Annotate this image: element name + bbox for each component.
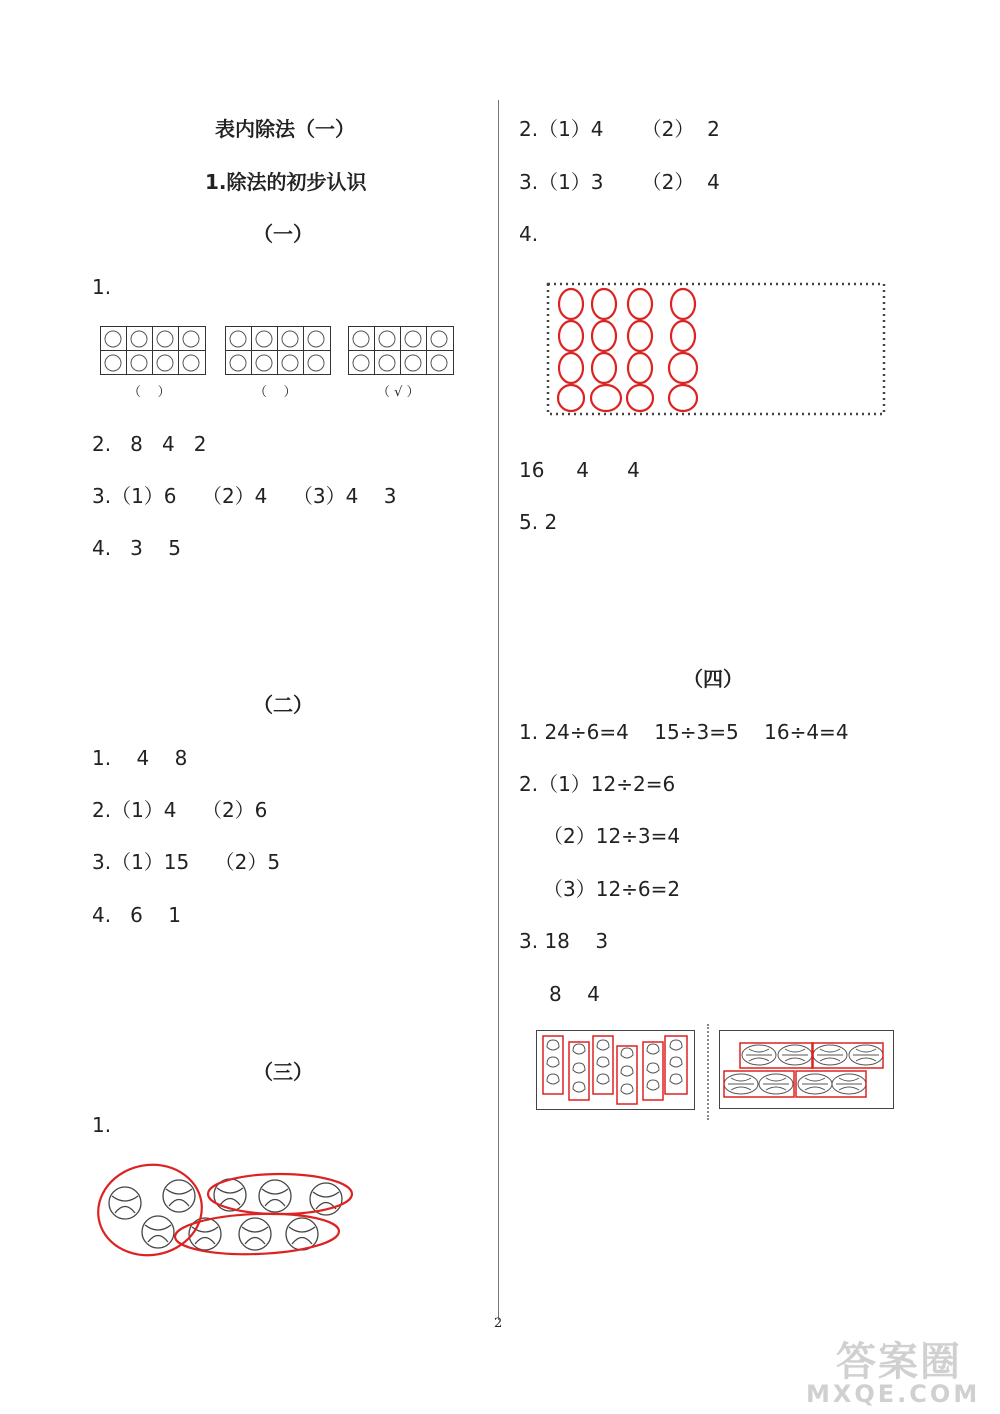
question-3-answer: 3.（1）15 （2）5 xyxy=(92,850,281,874)
question-5-answer: 5. 2 xyxy=(519,510,558,534)
page-number: 2 xyxy=(494,1316,503,1331)
apple-box-figure-1 xyxy=(100,326,206,376)
question-2-answer: 2. 8 4 2 xyxy=(92,432,207,456)
watermelon-grouping-figure xyxy=(719,1030,895,1110)
question-3-answer: 3.（1）3 （2） 4 xyxy=(519,170,720,194)
watermark-url: MXQE.COM xyxy=(806,1380,981,1408)
question-2-part-2: （2）12÷3=4 xyxy=(543,824,681,848)
apple-box-figure-2 xyxy=(225,326,331,376)
part-heading-1: （一） xyxy=(253,222,313,246)
question-4-label: 4. xyxy=(519,222,539,246)
question-4-answer: 16 4 4 xyxy=(519,458,640,482)
answer-paren-1: （ ） xyxy=(128,385,171,400)
question-1-label: 1. xyxy=(92,275,112,299)
watermark-logo: 答案圈 xyxy=(836,1339,962,1385)
question-2-answer: 2.（1）4 （2）6 xyxy=(92,798,268,822)
question-2-part-3: （3）12÷6=2 xyxy=(543,877,681,901)
column-divider xyxy=(498,100,499,1320)
answer-paren-3: （ √ ） xyxy=(377,385,420,400)
chapter-title: 表内除法（一） xyxy=(215,117,355,141)
part-heading-4: （四） xyxy=(683,667,743,691)
question-4-answer: 4. 3 5 xyxy=(92,536,182,560)
part-heading-2: （二） xyxy=(253,693,313,717)
strawberry-grouping-figure xyxy=(536,1030,696,1112)
part-heading-3: （三） xyxy=(253,1060,313,1084)
question-3-answer-2: 8 4 xyxy=(549,982,600,1006)
question-2-part-1: 2.（1）12÷2=6 xyxy=(519,772,676,796)
figure-separator xyxy=(707,1024,709,1120)
question-1-label: 1. xyxy=(92,1113,112,1137)
circles-grouping-figure xyxy=(546,282,886,418)
question-1-answer: 1. 24÷6=4 15÷3=5 16÷4=4 xyxy=(519,720,849,744)
question-1-answer: 1. 4 8 xyxy=(92,746,188,770)
volleyball-grouping-figure xyxy=(90,1158,360,1258)
question-4-answer: 4. 6 1 xyxy=(92,903,182,927)
section-subtitle: 1.除法的初步认识 xyxy=(205,170,367,194)
answer-paren-2: （ ） xyxy=(254,385,297,400)
question-3-answer: 3.（1）6 （2）4 （3）4 3 xyxy=(92,484,397,508)
question-3-answer-1: 3. 18 3 xyxy=(519,929,609,953)
apple-box-figure-3 xyxy=(348,326,454,376)
question-2-answer: 2.（1）4 （2） 2 xyxy=(519,117,720,141)
